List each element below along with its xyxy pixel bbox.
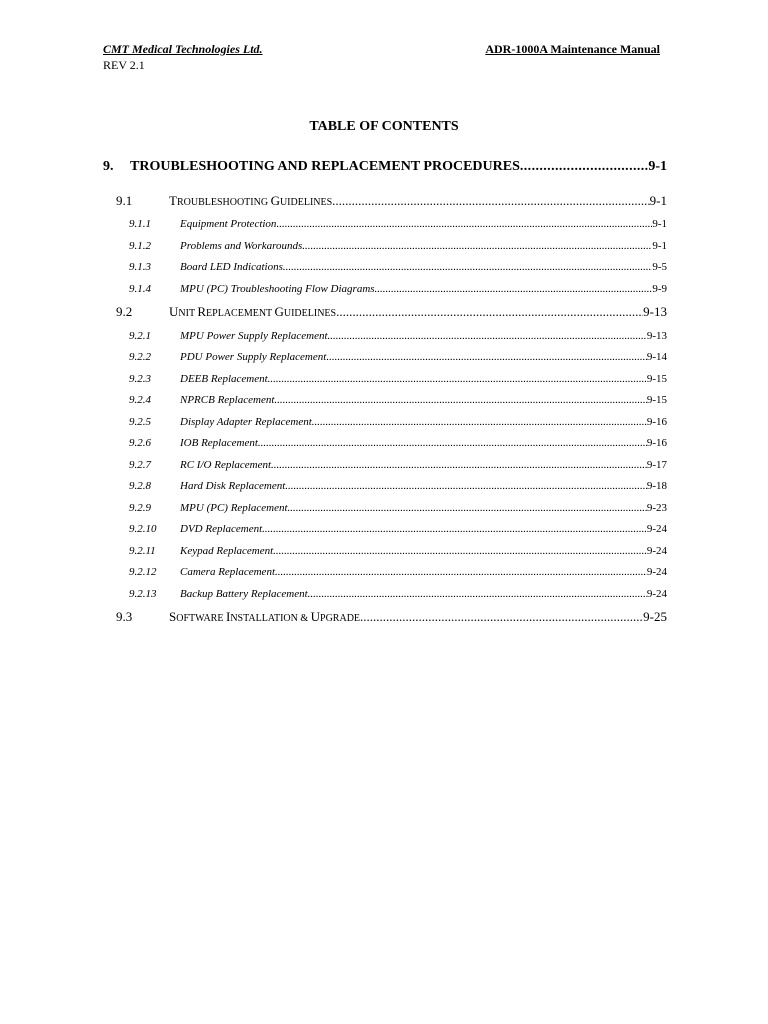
toc-entry-page: 9-13 bbox=[643, 304, 667, 319]
toc-entry-number: 9.3 bbox=[116, 609, 133, 624]
toc-entry-title: MPU Power Supply Replacement bbox=[180, 330, 328, 342]
toc-entry-title: Keypad Replacement bbox=[180, 545, 274, 557]
toc-entry-number: 9. bbox=[103, 159, 114, 174]
toc-subsection-entry[interactable] bbox=[129, 261, 667, 273]
toc-entry-number: 9.2.7 bbox=[129, 459, 151, 471]
toc-chapter-entry[interactable] bbox=[103, 159, 667, 175]
toc-entry-title: Problems and Workarounds bbox=[180, 240, 303, 252]
toc-section-entry[interactable] bbox=[116, 193, 667, 209]
toc-leader-dots bbox=[288, 502, 647, 514]
toc-entry-page: 9-25 bbox=[643, 609, 667, 624]
toc-entry-number: 9.2.5 bbox=[129, 416, 151, 428]
toc-leader-dots bbox=[312, 416, 647, 428]
toc-entry-title: UNIT REPLACEMENT GUIDELINES bbox=[169, 304, 337, 319]
toc-entry-number: 9.1.2 bbox=[129, 240, 151, 252]
toc-entry-number: 9.2.6 bbox=[129, 437, 151, 449]
toc-subsection-entry[interactable] bbox=[129, 283, 667, 295]
toc-entry-page: 9-9 bbox=[652, 283, 667, 295]
header-revision: REV 2.1 bbox=[103, 58, 145, 72]
toc-subsection-entry[interactable] bbox=[129, 218, 667, 230]
toc-leader-dots bbox=[336, 304, 643, 320]
toc-section-entry[interactable] bbox=[116, 609, 667, 625]
toc-entry-number: 9.2.4 bbox=[129, 394, 151, 406]
toc-entry-title: IOB Replacement bbox=[180, 437, 258, 449]
toc-leader-dots bbox=[262, 523, 647, 535]
toc-entry-page: 9-24 bbox=[646, 545, 667, 557]
toc-entry-number: 9.2.2 bbox=[129, 351, 151, 363]
toc-leader-dots bbox=[328, 330, 647, 342]
toc-entry-title: Backup Battery Replacement bbox=[180, 588, 308, 600]
toc-leader-dots bbox=[268, 373, 647, 385]
toc-entry-page: 9-17 bbox=[646, 459, 667, 471]
toc-leader-dots bbox=[273, 545, 647, 557]
toc-heading: TABLE OF CONTENTS bbox=[309, 119, 459, 134]
toc-entry-title: Camera Replacement bbox=[180, 566, 275, 578]
toc-entry-number: 9.1.3 bbox=[129, 261, 151, 273]
toc-leader-dots bbox=[302, 240, 652, 252]
toc-subsection-entry[interactable] bbox=[129, 373, 667, 385]
toc-leader-dots bbox=[360, 609, 643, 625]
toc-entry-page: 9-23 bbox=[646, 502, 667, 514]
toc-leader-dots bbox=[308, 588, 647, 600]
toc-entry-number: 9.2.9 bbox=[129, 502, 151, 514]
toc-entry-page: 9-24 bbox=[646, 588, 667, 600]
toc-entry-number: 9.2 bbox=[116, 304, 133, 319]
toc-entry-number: 9.1.4 bbox=[129, 283, 151, 295]
toc-entry-title: TROUBLESHOOTING AND REPLACEMENT PROCEDURES bbox=[130, 159, 520, 174]
toc-leader-dots bbox=[271, 459, 647, 471]
toc-subsection-entry[interactable] bbox=[129, 588, 667, 600]
toc-subsection-entry[interactable] bbox=[129, 502, 667, 514]
toc-entry-page: 9-5 bbox=[652, 261, 667, 273]
toc-entry-number: 9.2.10 bbox=[129, 523, 157, 535]
toc-entry-title: TROUBLESHOOTING GUIDELINES bbox=[169, 193, 333, 208]
toc-entry-title: Board LED Indications bbox=[180, 261, 283, 273]
toc-subsection-entry[interactable] bbox=[129, 394, 667, 406]
toc-entry-page: 9-1 bbox=[648, 159, 667, 174]
toc-subsection-entry[interactable] bbox=[129, 351, 667, 363]
toc-entry-page: 9-16 bbox=[646, 416, 667, 428]
toc-entry-page: 9-1 bbox=[649, 193, 667, 208]
toc-entry-page: 9-13 bbox=[646, 330, 667, 342]
toc-entry-number: 9.2.12 bbox=[129, 566, 157, 578]
toc-leader-dots bbox=[258, 437, 647, 449]
toc-entry-title: Hard Disk Replacement bbox=[180, 480, 286, 492]
toc-entry-title: MPU (PC) Replacement bbox=[180, 502, 288, 514]
header-company: CMT Medical Technologies Ltd. bbox=[103, 42, 263, 56]
toc-entry-title: Display Adapter Replacement bbox=[180, 416, 312, 428]
toc-entry-title: Equipment Protection bbox=[180, 218, 277, 230]
toc-leader-dots bbox=[332, 193, 649, 209]
toc-leader-dots bbox=[375, 283, 653, 295]
toc-entry-title: DEEB Replacement bbox=[180, 373, 268, 385]
toc-leader-dots bbox=[276, 218, 652, 230]
toc-entry-title: SOFTWARE INSTALLATION & UPGRADE bbox=[169, 609, 361, 624]
toc-subsection-entry[interactable] bbox=[129, 459, 667, 471]
toc-entry-number: 9.2.11 bbox=[129, 545, 156, 557]
toc-leader-dots bbox=[326, 351, 647, 363]
header-manual-title: ADR-1000A Maintenance Manual bbox=[485, 42, 660, 56]
toc-entry-page: 9-16 bbox=[646, 437, 667, 449]
toc-entry-number: 9.2.3 bbox=[129, 373, 151, 385]
toc-section-entry[interactable] bbox=[116, 304, 667, 320]
toc-entry-page: 9-18 bbox=[646, 480, 667, 492]
toc-entry-number: 9.2.13 bbox=[129, 588, 157, 600]
toc-subsection-entry[interactable] bbox=[129, 480, 667, 492]
toc-leader-dots bbox=[283, 261, 652, 273]
toc-subsection-entry[interactable] bbox=[129, 523, 667, 535]
toc-entry-title: DVD Replacement bbox=[180, 523, 263, 535]
toc-leader-dots bbox=[285, 480, 647, 492]
toc-entry-title: NPRCB Replacement bbox=[180, 394, 275, 406]
toc-entry-title: RC I/O Replacement bbox=[180, 459, 272, 471]
toc-entry-title: MPU (PC) Troubleshooting Flow Diagrams bbox=[180, 283, 375, 295]
toc-subsection-entry[interactable] bbox=[129, 240, 667, 252]
toc-entry-page: 9-1 bbox=[652, 240, 667, 252]
toc-subsection-entry[interactable] bbox=[129, 566, 667, 578]
toc-entry-page: 9-24 bbox=[646, 523, 667, 535]
toc-entry-number: 9.1.1 bbox=[129, 218, 151, 230]
toc-subsection-entry[interactable] bbox=[129, 330, 667, 342]
toc-entry-number: 9.1 bbox=[116, 193, 133, 208]
toc-entry-title: PDU Power Supply Replacement bbox=[180, 351, 327, 363]
toc-entry-page: 9-1 bbox=[652, 218, 667, 230]
toc-entry-number: 9.2.1 bbox=[129, 330, 151, 342]
toc-entry-page: 9-24 bbox=[646, 566, 667, 578]
toc-subsection-entry[interactable] bbox=[129, 545, 667, 557]
toc-leader-dots bbox=[275, 566, 647, 578]
toc-entry-page: 9-14 bbox=[646, 351, 667, 363]
toc-leader-dots bbox=[520, 159, 648, 175]
toc-leader-dots bbox=[274, 394, 646, 406]
toc-entry-page: 9-15 bbox=[646, 373, 667, 385]
toc-entry-page: 9-15 bbox=[646, 394, 667, 406]
toc-entry-number: 9.2.8 bbox=[129, 480, 151, 492]
toc-subsection-entry[interactable] bbox=[129, 437, 667, 449]
toc-subsection-entry[interactable] bbox=[129, 416, 667, 428]
